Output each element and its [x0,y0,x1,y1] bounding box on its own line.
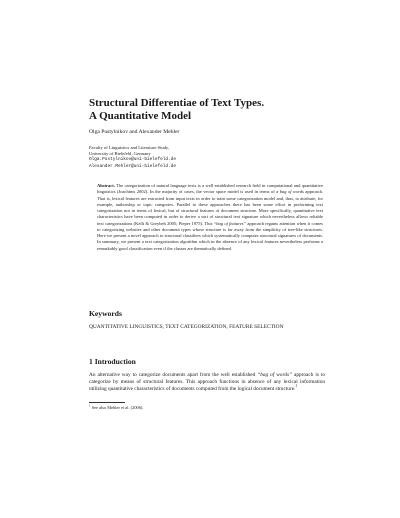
abstract-text-2: approach. That is, lexical features are extracted from input texts in order to train some categorization model and, thus, to attribute, for example, authorship or topic categories. Parallel to these approaches there has been some effort in performing text categorization not in terms of lexical, but of structural features of document structure. More specifically, quantitative text characteristics have been computed in order to derive a sort of structural text signature which nevertheless allows reliable text categorizations (Kellt & Greybeh 2005; Pieper 1975). This [97,189,323,226]
email-2: Alexander.Mehler@uni-bielefeld.de [89,163,176,169]
email-1: Olga.Pustylnikov@uni-bielefeld.de [89,157,176,163]
intro-text-2: approach is to categorize by means of structural features. This approach functions in absence of any lexical information utilizing quantitative characteristics of documents computed from the logical document structure. [89,372,325,393]
keywords-heading: Keywords [89,309,122,318]
abstract-text-1: The categorization of natural language texts is a well established research field in computational and quantitative linguistics (Joachims 2002). In the majority of cases, the vector space model is used in terms of a [97,183,323,195]
abstract-emphasis-2: “bag of features” [213,220,247,226]
footnote [89,405,143,411]
title-line-1: Structural Differentiae of Text Types. [89,97,265,109]
section-heading-introduction: 1 Introduction [89,357,136,366]
authors: Olga Pustylnikov and Alexander Mehler [89,129,180,135]
footnote-text: See also Mehler et al. (2006). [91,405,144,410]
affiliation-university: University of Bielefeld, Germany [89,151,151,157]
intro-emphasis: “bag of words” [257,372,292,378]
intro-text-1: An alternative way to categorize documents apart from the well established [89,372,258,378]
footnote-number: 1 [89,403,91,408]
affiliation-faculty: Faculty of Linguistics and Literature Study, [89,145,170,150]
affiliation [89,145,176,170]
paper-title [89,97,329,123]
abstract-emphasis-1: bag of words [279,189,304,195]
abstract-text-3: approach regains attention when it comes to categorizing websites and other document types whose structure is far away from the simplicity of tree-like structures. Here we present a novel approach to structural classifiers which systematically computes structural signatures of documents. In summary, we present a text categorization algorithm which in the absence of any lexical features nevertheless performs a remarkably good classification even if the classes are thematically defined. [97,220,324,251]
footnote-marker[interactable]: 1 [295,384,298,389]
keywords-text: QUANTITATIVE LINGUISTICS, TEXT CATEGORIZATION, FEATURE SELECTION [89,324,284,330]
abstract [97,183,323,252]
footnote-rule [89,402,125,403]
abstract-label: Abstract. [97,183,115,188]
paper-page [89,0,329,518]
introduction-paragraph [89,372,325,393]
title-line-2: A Quantitative Model [89,110,192,122]
